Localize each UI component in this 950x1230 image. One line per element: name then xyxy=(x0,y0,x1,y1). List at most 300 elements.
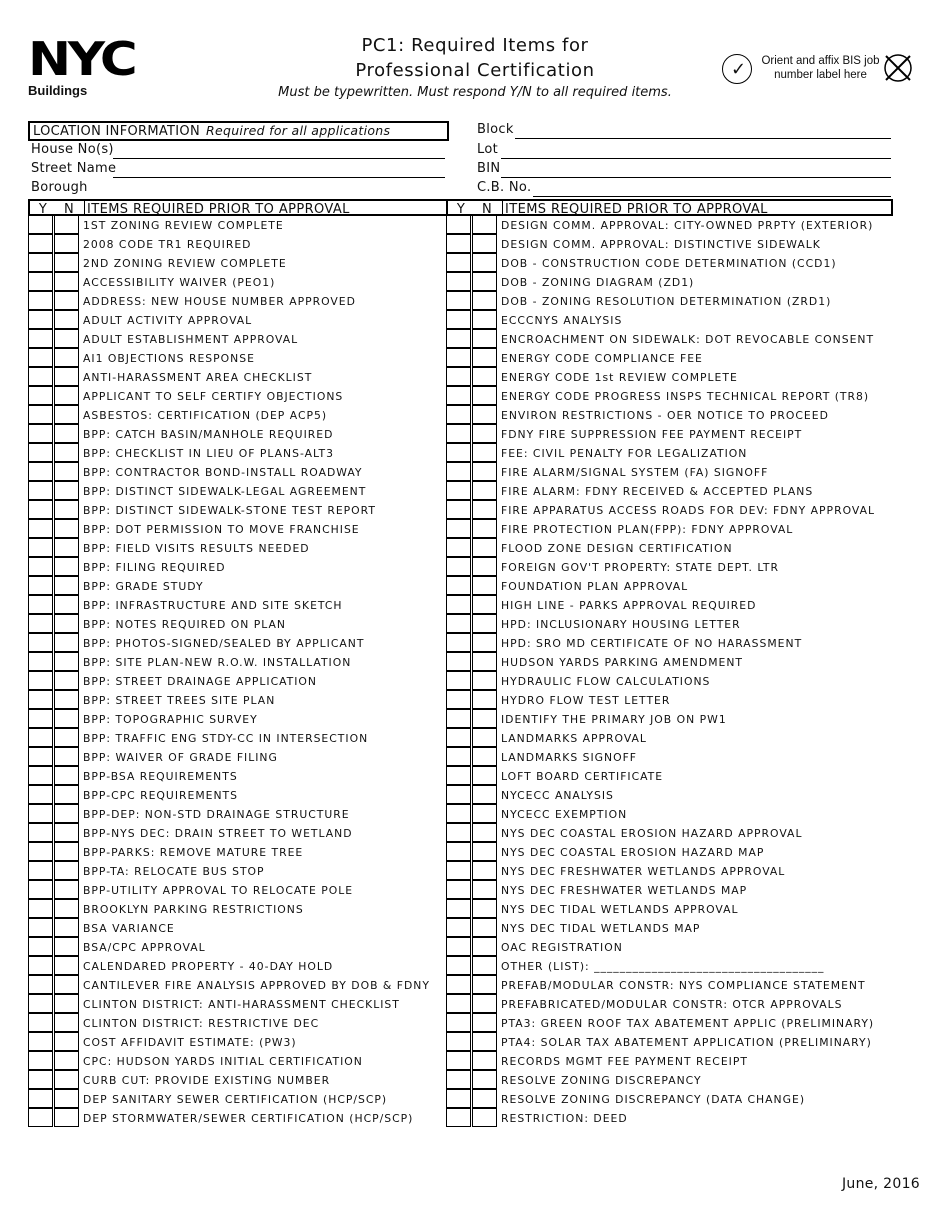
yes-checkbox[interactable] xyxy=(28,804,53,823)
crossed-circle-icon xyxy=(882,52,914,84)
no-checkbox[interactable] xyxy=(54,310,79,329)
checklist-item-label: DOB - CONSTRUCTION CODE DETERMINATION (CCD1) xyxy=(501,257,837,270)
yes-checkbox[interactable] xyxy=(446,443,471,462)
checklist-item-label: PREFAB/MODULAR CONSTR: NYS COMPLIANCE STATEMENT xyxy=(501,979,866,992)
yes-checkbox[interactable] xyxy=(446,310,471,329)
no-checkbox[interactable] xyxy=(472,1108,497,1127)
no-checkbox[interactable] xyxy=(472,709,497,728)
checklist-item-label: BSA/CPC APPROVAL xyxy=(83,941,206,954)
checklist-row xyxy=(446,444,893,463)
yes-checkbox[interactable] xyxy=(28,386,53,405)
no-checkbox[interactable] xyxy=(472,1051,497,1070)
yes-checkbox[interactable] xyxy=(28,918,53,937)
no-checkbox[interactable] xyxy=(472,956,497,975)
no-checkbox[interactable] xyxy=(54,272,79,291)
checklist-row xyxy=(28,729,448,748)
checklist-row xyxy=(446,1052,893,1071)
yes-checkbox[interactable] xyxy=(446,671,471,690)
yes-checkbox[interactable] xyxy=(446,1070,471,1089)
checklist-item-label: FIRE APPARATUS ACCESS ROADS FOR DEV: FDNY APPROVAL xyxy=(501,504,875,517)
checklist-item-label: NYS DEC FRESHWATER WETLANDS APPROVAL xyxy=(501,865,786,878)
checklist-row xyxy=(446,976,893,995)
no-checkbox[interactable] xyxy=(472,500,497,519)
yes-checkbox[interactable] xyxy=(28,405,53,424)
bis-label-area xyxy=(720,52,915,86)
yes-checkbox[interactable] xyxy=(446,918,471,937)
checklist-item-label: PTA3: GREEN ROOF TAX ABATEMENT APPLIC (PRELIMINARY) xyxy=(501,1017,875,1030)
checklist-row xyxy=(28,539,448,558)
no-checkbox[interactable] xyxy=(472,557,497,576)
yes-checkbox[interactable] xyxy=(28,215,53,234)
checklist-item-label: BROOKLYN PARKING RESTRICTIONS xyxy=(83,903,304,916)
checklist-row xyxy=(446,368,893,387)
checklist-item-label: ADDRESS: NEW HOUSE NUMBER APPROVED xyxy=(83,295,356,308)
checklist-item-label: DOB - ZONING RESOLUTION DETERMINATION (ZRD1) xyxy=(501,295,832,308)
yes-checkbox[interactable] xyxy=(446,975,471,994)
checklist-item-label: BPP: CATCH BASIN/MANHOLE REQUIRED xyxy=(83,428,334,441)
checklist-item-label: ENCROACHMENT ON SIDEWALK: DOT REVOCABLE CONSENT xyxy=(501,333,875,346)
checklist-item-label: BPP-DEP: NON-STD DRAINAGE STRUCTURE xyxy=(83,808,350,821)
no-checkbox[interactable] xyxy=(472,1032,497,1051)
checklist-row xyxy=(446,254,893,273)
yes-checkbox[interactable] xyxy=(28,899,53,918)
checklist-row xyxy=(28,577,448,596)
yes-checkbox[interactable] xyxy=(446,861,471,880)
yes-checkbox[interactable] xyxy=(446,880,471,899)
yes-checkbox[interactable] xyxy=(28,424,53,443)
checklist-item-label: CURB CUT: PROVIDE EXISTING NUMBER xyxy=(83,1074,331,1087)
no-checkbox[interactable] xyxy=(472,861,497,880)
checklist-item-label: BPP: WAIVER OF GRADE FILING xyxy=(83,751,278,764)
no-checkbox[interactable] xyxy=(472,576,497,595)
yes-checkbox[interactable] xyxy=(28,272,53,291)
checklist-item-label: NYS DEC TIDAL WETLANDS APPROVAL xyxy=(501,903,739,916)
no-checkbox[interactable] xyxy=(54,1070,79,1089)
checklist-row xyxy=(446,558,893,577)
no-checkbox[interactable] xyxy=(54,348,79,367)
checklist-row xyxy=(446,406,893,425)
no-checkbox[interactable] xyxy=(54,538,79,557)
yes-checkbox[interactable] xyxy=(446,842,471,861)
no-checkbox[interactable] xyxy=(54,652,79,671)
checklist-item-label: BPP: CHECKLIST IN LIEU OF PLANS-ALT3 xyxy=(83,447,334,460)
yes-checkbox[interactable] xyxy=(446,956,471,975)
no-checkbox[interactable] xyxy=(472,842,497,861)
yes-checkbox[interactable] xyxy=(28,1108,53,1127)
no-checkbox[interactable] xyxy=(472,291,497,310)
checklist-row xyxy=(446,615,893,634)
checklist-item-label: BPP-NYS DEC: DRAIN STREET TO WETLAND xyxy=(83,827,353,840)
no-checkbox[interactable] xyxy=(54,899,79,918)
checklist-item-label: RESOLVE ZONING DISCREPANCY xyxy=(501,1074,702,1087)
yes-checkbox[interactable] xyxy=(28,614,53,633)
no-checkbox[interactable] xyxy=(472,880,497,899)
checklist-item-label: PREFABRICATED/MODULAR CONSTR: OTCR APPROVALS xyxy=(501,998,843,1011)
checklist-row xyxy=(446,1090,893,1109)
yes-checkbox[interactable] xyxy=(28,348,53,367)
no-checkbox[interactable] xyxy=(54,614,79,633)
checklist-item-label: AI1 OBJECTIONS RESPONSE xyxy=(83,352,255,365)
no-checkbox[interactable] xyxy=(472,633,497,652)
yes-checkbox[interactable] xyxy=(28,823,53,842)
checklist-item-label: BPP-BSA REQUIREMENTS xyxy=(83,770,238,783)
yes-checkbox[interactable] xyxy=(446,899,471,918)
yes-checkbox[interactable] xyxy=(446,747,471,766)
yes-checkbox[interactable] xyxy=(446,424,471,443)
checklist-item-label: ECCCNYS ANALYSIS xyxy=(501,314,623,327)
checklist-item-label: HUDSON YARDS PARKING AMENDMENT xyxy=(501,656,744,669)
yes-checkbox[interactable] xyxy=(28,557,53,576)
yes-checkbox[interactable] xyxy=(28,842,53,861)
checklist-item-label: CANTILEVER FIRE ANALYSIS APPROVED BY DOB & FDNY xyxy=(83,979,430,992)
no-checkbox[interactable] xyxy=(54,956,79,975)
no-checkbox[interactable] xyxy=(54,405,79,424)
yes-checkbox[interactable] xyxy=(446,1051,471,1070)
checklist-item-label: DESIGN COMM. APPROVAL: DISTINCTIVE SIDEWALK xyxy=(501,238,821,251)
checklist-row xyxy=(28,691,448,710)
no-checkbox[interactable] xyxy=(472,728,497,747)
yes-checkbox[interactable] xyxy=(28,633,53,652)
yes-checkbox[interactable] xyxy=(28,937,53,956)
no-checkbox[interactable] xyxy=(54,994,79,1013)
yes-checkbox[interactable] xyxy=(446,386,471,405)
checklist-row xyxy=(28,786,448,805)
no-checkbox[interactable] xyxy=(54,861,79,880)
no-checkbox[interactable] xyxy=(54,576,79,595)
no-checkbox[interactable] xyxy=(54,1032,79,1051)
no-checkbox[interactable] xyxy=(54,880,79,899)
no-checkbox[interactable] xyxy=(54,291,79,310)
no-checkbox[interactable] xyxy=(472,614,497,633)
checklist-item-label: BPP: NOTES REQUIRED ON PLAN xyxy=(83,618,286,631)
checklist-item-label: ADULT ESTABLISHMENT APPROVAL xyxy=(83,333,299,346)
yes-checkbox[interactable] xyxy=(28,956,53,975)
checklist-item-label: CALENDARED PROPERTY - 40-DAY HOLD xyxy=(83,960,334,973)
checklist-row xyxy=(446,216,893,235)
no-checkbox[interactable] xyxy=(472,253,497,272)
no-checkbox[interactable] xyxy=(54,823,79,842)
checklist-item-label: RESOLVE ZONING DISCREPANCY (DATA CHANGE) xyxy=(501,1093,806,1106)
no-checkbox[interactable] xyxy=(54,1013,79,1032)
yes-checkbox[interactable] xyxy=(446,1108,471,1127)
no-checkbox[interactable] xyxy=(472,215,497,234)
checklist-item-label: FOREIGN GOV'T PROPERTY: STATE DEPT. LTR xyxy=(501,561,779,574)
no-checkbox[interactable] xyxy=(54,918,79,937)
yes-checkbox[interactable] xyxy=(28,1032,53,1051)
no-checkbox[interactable] xyxy=(54,329,79,348)
checklist-item-label: FDNY FIRE SUPPRESSION FEE PAYMENT RECEIPT xyxy=(501,428,803,441)
yes-checkbox[interactable] xyxy=(446,804,471,823)
yes-checkbox[interactable] xyxy=(28,291,53,310)
yes-checkbox[interactable] xyxy=(28,234,53,253)
no-checkbox[interactable] xyxy=(54,367,79,386)
no-checkbox[interactable] xyxy=(54,842,79,861)
yes-checkbox[interactable] xyxy=(28,652,53,671)
checklist-row xyxy=(28,615,448,634)
no-checkbox[interactable] xyxy=(472,975,497,994)
no-checkbox[interactable] xyxy=(54,728,79,747)
no-checkbox[interactable] xyxy=(472,443,497,462)
checklist-item-label: BPP: DOT PERMISSION TO MOVE FRANCHISE xyxy=(83,523,360,536)
yes-checkbox[interactable] xyxy=(28,975,53,994)
checklist-row xyxy=(28,558,448,577)
yes-checkbox[interactable] xyxy=(28,253,53,272)
checklist-item-label: ANTI-HARASSMENT AREA CHECKLIST xyxy=(83,371,313,384)
no-checkbox[interactable] xyxy=(472,1070,497,1089)
no-checkbox[interactable] xyxy=(472,405,497,424)
form-date: June, 2016 xyxy=(841,1176,920,1192)
no-checkbox[interactable] xyxy=(54,937,79,956)
checklist-row xyxy=(28,292,448,311)
yes-checkbox[interactable] xyxy=(28,861,53,880)
yes-checkbox[interactable] xyxy=(446,519,471,538)
no-checkbox[interactable] xyxy=(54,1089,79,1108)
checklist-item-label: ENERGY CODE 1st REVIEW COMPLETE xyxy=(501,371,738,384)
no-checkbox[interactable] xyxy=(54,519,79,538)
no-checkbox[interactable] xyxy=(54,1108,79,1127)
checklist-row xyxy=(28,1090,448,1109)
yes-checkbox[interactable] xyxy=(28,1013,53,1032)
checklist-row xyxy=(446,672,893,691)
no-checkbox[interactable] xyxy=(472,690,497,709)
no-checkbox[interactable] xyxy=(472,462,497,481)
yes-checkbox[interactable] xyxy=(446,633,471,652)
yes-checkbox[interactable] xyxy=(28,500,53,519)
yes-checkbox[interactable] xyxy=(446,1089,471,1108)
checklist-item-label: DESIGN COMM. APPROVAL: CITY-OWNED PRPTY (EXTERIOR) xyxy=(501,219,874,232)
no-checkbox[interactable] xyxy=(472,671,497,690)
checklist-row xyxy=(28,387,448,406)
yes-checkbox[interactable] xyxy=(446,500,471,519)
form-title-line1: PC1: Required Items for xyxy=(361,35,589,56)
checklist-item-label: BPP-TA: RELOCATE BUS STOP xyxy=(83,865,265,878)
no-checkbox[interactable] xyxy=(472,918,497,937)
checklist-row xyxy=(28,767,448,786)
checklist-row xyxy=(28,254,448,273)
checklist-item-label: NYCECC ANALYSIS xyxy=(501,789,614,802)
checklist-item-label: FIRE ALARM/SIGNAL SYSTEM (FA) SIGNOFF xyxy=(501,466,769,479)
yes-checkbox[interactable] xyxy=(446,348,471,367)
no-checkbox[interactable] xyxy=(472,367,497,386)
no-checkbox[interactable] xyxy=(54,671,79,690)
no-checkbox[interactable] xyxy=(54,633,79,652)
checklist-item-label: OAC REGISTRATION xyxy=(501,941,623,954)
yes-checkbox[interactable] xyxy=(446,1013,471,1032)
yes-checkbox[interactable] xyxy=(446,690,471,709)
checklist-row xyxy=(28,463,448,482)
yes-checkbox[interactable] xyxy=(28,481,53,500)
no-checkbox[interactable] xyxy=(54,253,79,272)
checklist-row xyxy=(446,653,893,672)
checklist-item-label: NYCECC EXEMPTION xyxy=(501,808,628,821)
yes-checkbox[interactable] xyxy=(446,538,471,557)
yes-checkbox[interactable] xyxy=(446,234,471,253)
no-checkbox[interactable] xyxy=(472,652,497,671)
no-checkbox[interactable] xyxy=(472,310,497,329)
no-checkbox[interactable] xyxy=(472,234,497,253)
yes-checkbox[interactable] xyxy=(28,576,53,595)
checklist-row xyxy=(28,425,448,444)
no-checkbox[interactable] xyxy=(472,766,497,785)
yes-checkbox[interactable] xyxy=(446,766,471,785)
checklist-row xyxy=(446,520,893,539)
form-instruction: Must be typewritten. Must respond Y/N to all required items. xyxy=(278,85,672,100)
yes-checkbox[interactable] xyxy=(28,747,53,766)
no-checkbox[interactable] xyxy=(54,215,79,234)
no-checkbox[interactable] xyxy=(472,937,497,956)
yes-checkbox[interactable] xyxy=(446,576,471,595)
checklist-item-label: BPP: STREET TREES SITE PLAN xyxy=(83,694,276,707)
yes-checkbox[interactable] xyxy=(446,937,471,956)
checklist-item-label: FEE: CIVIL PENALTY FOR LEGALIZATION xyxy=(501,447,748,460)
no-checkbox[interactable] xyxy=(54,234,79,253)
checklist-row xyxy=(446,748,893,767)
yes-checkbox[interactable] xyxy=(446,462,471,481)
no-checkbox[interactable] xyxy=(472,348,497,367)
checklist-item-label: NYS DEC COASTAL EROSION HAZARD APPROVAL xyxy=(501,827,803,840)
no-checkbox[interactable] xyxy=(472,804,497,823)
yes-checkbox[interactable] xyxy=(446,367,471,386)
yes-checkbox[interactable] xyxy=(446,291,471,310)
checklist-row xyxy=(28,881,448,900)
yes-checkbox[interactable] xyxy=(28,519,53,538)
no-checkbox[interactable] xyxy=(472,595,497,614)
checklist-row xyxy=(28,957,448,976)
checklist-row xyxy=(28,596,448,615)
checklist-row xyxy=(446,596,893,615)
no-checkbox[interactable] xyxy=(472,538,497,557)
checklist-item-label: 2008 CODE TR1 REQUIRED xyxy=(83,238,252,251)
yes-checkbox[interactable] xyxy=(28,538,53,557)
checklist-item-label: CLINTON DISTRICT: ANTI-HARASSMENT CHECKLIST xyxy=(83,998,400,1011)
yes-checkbox[interactable] xyxy=(28,329,53,348)
yes-checkbox[interactable] xyxy=(446,329,471,348)
yes-checkbox[interactable] xyxy=(28,443,53,462)
checklist-row xyxy=(28,748,448,767)
no-checkbox[interactable] xyxy=(472,823,497,842)
checklist-row xyxy=(28,710,448,729)
yes-checkbox[interactable] xyxy=(28,690,53,709)
yes-checkbox[interactable] xyxy=(28,671,53,690)
checklist-item-label: BPP: DISTINCT SIDEWALK-STONE TEST REPORT xyxy=(83,504,376,517)
no-checkbox[interactable] xyxy=(54,481,79,500)
checklist-item-label: OTHER (LIST): ____________________________________ xyxy=(501,960,825,973)
yes-checkbox[interactable] xyxy=(28,880,53,899)
no-checkbox[interactable] xyxy=(472,424,497,443)
no-checkbox[interactable] xyxy=(54,424,79,443)
yes-checkbox[interactable] xyxy=(446,1032,471,1051)
checklist-item-label: BPP: FILING REQUIRED xyxy=(83,561,226,574)
no-checkbox[interactable] xyxy=(472,519,497,538)
yes-checkbox[interactable] xyxy=(446,994,471,1013)
yes-checkbox[interactable] xyxy=(28,728,53,747)
yes-checkbox[interactable] xyxy=(28,1089,53,1108)
no-checkbox[interactable] xyxy=(54,785,79,804)
yes-checkbox[interactable] xyxy=(28,367,53,386)
checklist-row xyxy=(446,539,893,558)
yes-checkbox[interactable] xyxy=(28,994,53,1013)
checklist-item-label: NYS DEC TIDAL WETLANDS MAP xyxy=(501,922,701,935)
no-checkbox[interactable] xyxy=(472,785,497,804)
checklist-item-label: DEP STORMWATER/SEWER CERTIFICATION (HCP/SCP) xyxy=(83,1112,414,1125)
yes-checkbox[interactable] xyxy=(446,557,471,576)
no-checkbox[interactable] xyxy=(472,481,497,500)
yes-checkbox[interactable] xyxy=(446,709,471,728)
checklist-row xyxy=(446,1071,893,1090)
no-checkbox[interactable] xyxy=(472,747,497,766)
no-checkbox[interactable] xyxy=(54,975,79,994)
no-checkbox[interactable] xyxy=(472,329,497,348)
no-checkbox[interactable] xyxy=(54,747,79,766)
yes-checkbox[interactable] xyxy=(446,595,471,614)
no-checkbox[interactable] xyxy=(54,709,79,728)
no-checkbox[interactable] xyxy=(472,272,497,291)
yes-checkbox[interactable] xyxy=(446,405,471,424)
checklist-row xyxy=(446,710,893,729)
yes-checkbox[interactable] xyxy=(446,272,471,291)
yes-checkbox[interactable] xyxy=(446,823,471,842)
checklist-row xyxy=(446,938,893,957)
yes-checkbox[interactable] xyxy=(446,785,471,804)
checklist-row xyxy=(446,349,893,368)
no-checkbox[interactable] xyxy=(54,443,79,462)
no-checkbox[interactable] xyxy=(472,1013,497,1032)
yes-checkbox[interactable] xyxy=(446,215,471,234)
no-checkbox[interactable] xyxy=(54,690,79,709)
yes-checkbox[interactable] xyxy=(446,253,471,272)
checklist-row xyxy=(28,330,448,349)
checklist-row xyxy=(446,311,893,330)
checklist-row xyxy=(446,463,893,482)
yes-checkbox[interactable] xyxy=(28,595,53,614)
yes-checkbox[interactable] xyxy=(28,709,53,728)
checklist-item-label: LOFT BOARD CERTIFICATE xyxy=(501,770,664,783)
no-checkbox[interactable] xyxy=(54,386,79,405)
yes-checkbox[interactable] xyxy=(28,310,53,329)
checklist-row xyxy=(446,786,893,805)
checklist-row xyxy=(446,1033,893,1052)
no-checkbox[interactable] xyxy=(54,766,79,785)
checklist-row xyxy=(446,691,893,710)
yes-checkbox[interactable] xyxy=(28,462,53,481)
no-checkbox[interactable] xyxy=(54,804,79,823)
yes-checkbox[interactable] xyxy=(28,1051,53,1070)
location-info-header: LOCATION INFORMATION Required for all applications xyxy=(28,121,449,141)
checklist-item-label: HYDRO FLOW TEST LETTER xyxy=(501,694,671,707)
checklist-row xyxy=(28,938,448,957)
no-checkbox[interactable] xyxy=(472,994,497,1013)
checklist-item-label: HPD: INCLUSIONARY HOUSING LETTER xyxy=(501,618,741,631)
yes-checkbox[interactable] xyxy=(28,766,53,785)
no-checkbox[interactable] xyxy=(54,557,79,576)
no-checkbox[interactable] xyxy=(54,462,79,481)
yes-checkbox[interactable] xyxy=(28,1070,53,1089)
no-checkbox[interactable] xyxy=(54,595,79,614)
yes-checkbox[interactable] xyxy=(28,785,53,804)
yes-checkbox[interactable] xyxy=(446,614,471,633)
yes-checkbox[interactable] xyxy=(446,652,471,671)
yes-checkbox[interactable] xyxy=(446,728,471,747)
yes-checkbox[interactable] xyxy=(446,481,471,500)
no-checkbox[interactable] xyxy=(472,1089,497,1108)
no-checkbox[interactable] xyxy=(472,899,497,918)
logo-subtitle: Buildings xyxy=(28,83,88,98)
no-checkbox[interactable] xyxy=(54,1051,79,1070)
checklist-item-label: ASBESTOS: CERTIFICATION (DEP ACP5) xyxy=(83,409,328,422)
no-checkbox[interactable] xyxy=(54,500,79,519)
checklist-item-label: BPP-CPC REQUIREMENTS xyxy=(83,789,239,802)
no-checkbox[interactable] xyxy=(472,386,497,405)
